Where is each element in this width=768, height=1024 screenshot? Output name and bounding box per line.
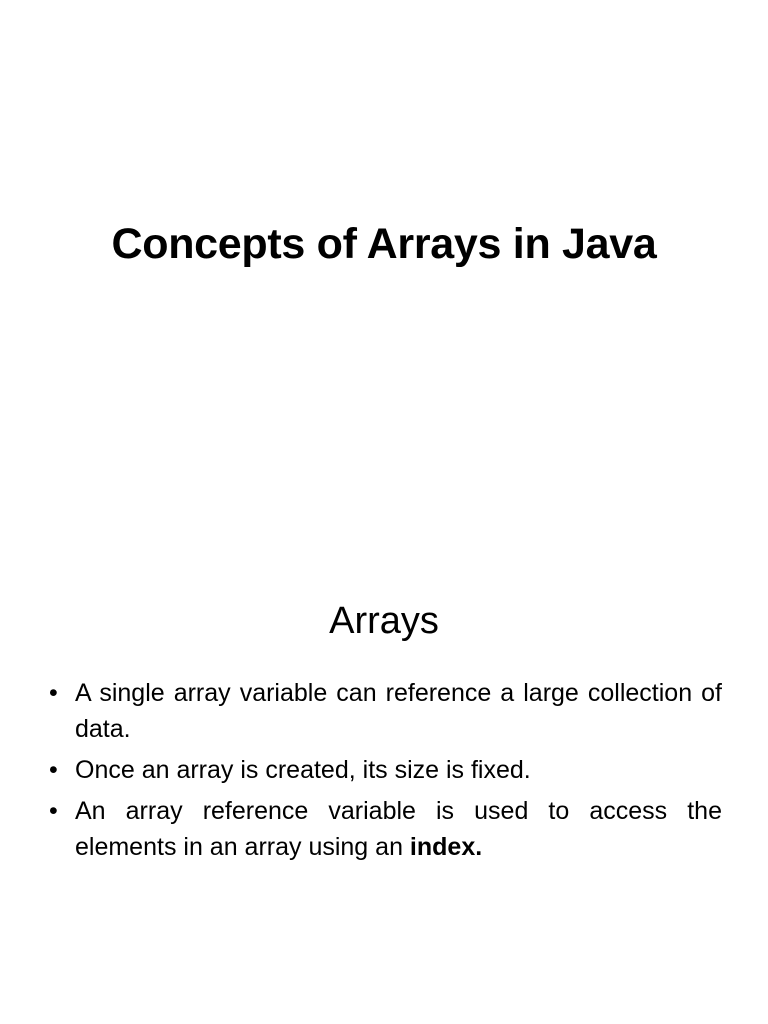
bullet-text: A single array variable can reference a large collection of data. bbox=[75, 679, 722, 743]
bullet-marker: • bbox=[49, 679, 58, 707]
bullet-text-plain: An array reference variable is used to access the elements in an array using an bbox=[75, 797, 722, 861]
slide-arrays bbox=[0, 512, 768, 1024]
bullet-item bbox=[46, 752, 722, 788]
slide-title-heading: Concepts of Arrays in Java bbox=[111, 220, 657, 268]
bullet-text bbox=[75, 793, 722, 865]
bullet-list bbox=[46, 675, 722, 870]
bullet-item bbox=[46, 793, 722, 865]
bullet-item bbox=[46, 675, 722, 747]
bullet-marker: • bbox=[49, 797, 58, 825]
bullet-marker: • bbox=[49, 756, 58, 784]
bullet-text-bold: index. bbox=[409, 833, 483, 861]
slide-heading: Arrays bbox=[329, 600, 439, 642]
bullet-text: Once an array is created, its size is fixed. bbox=[75, 756, 531, 784]
